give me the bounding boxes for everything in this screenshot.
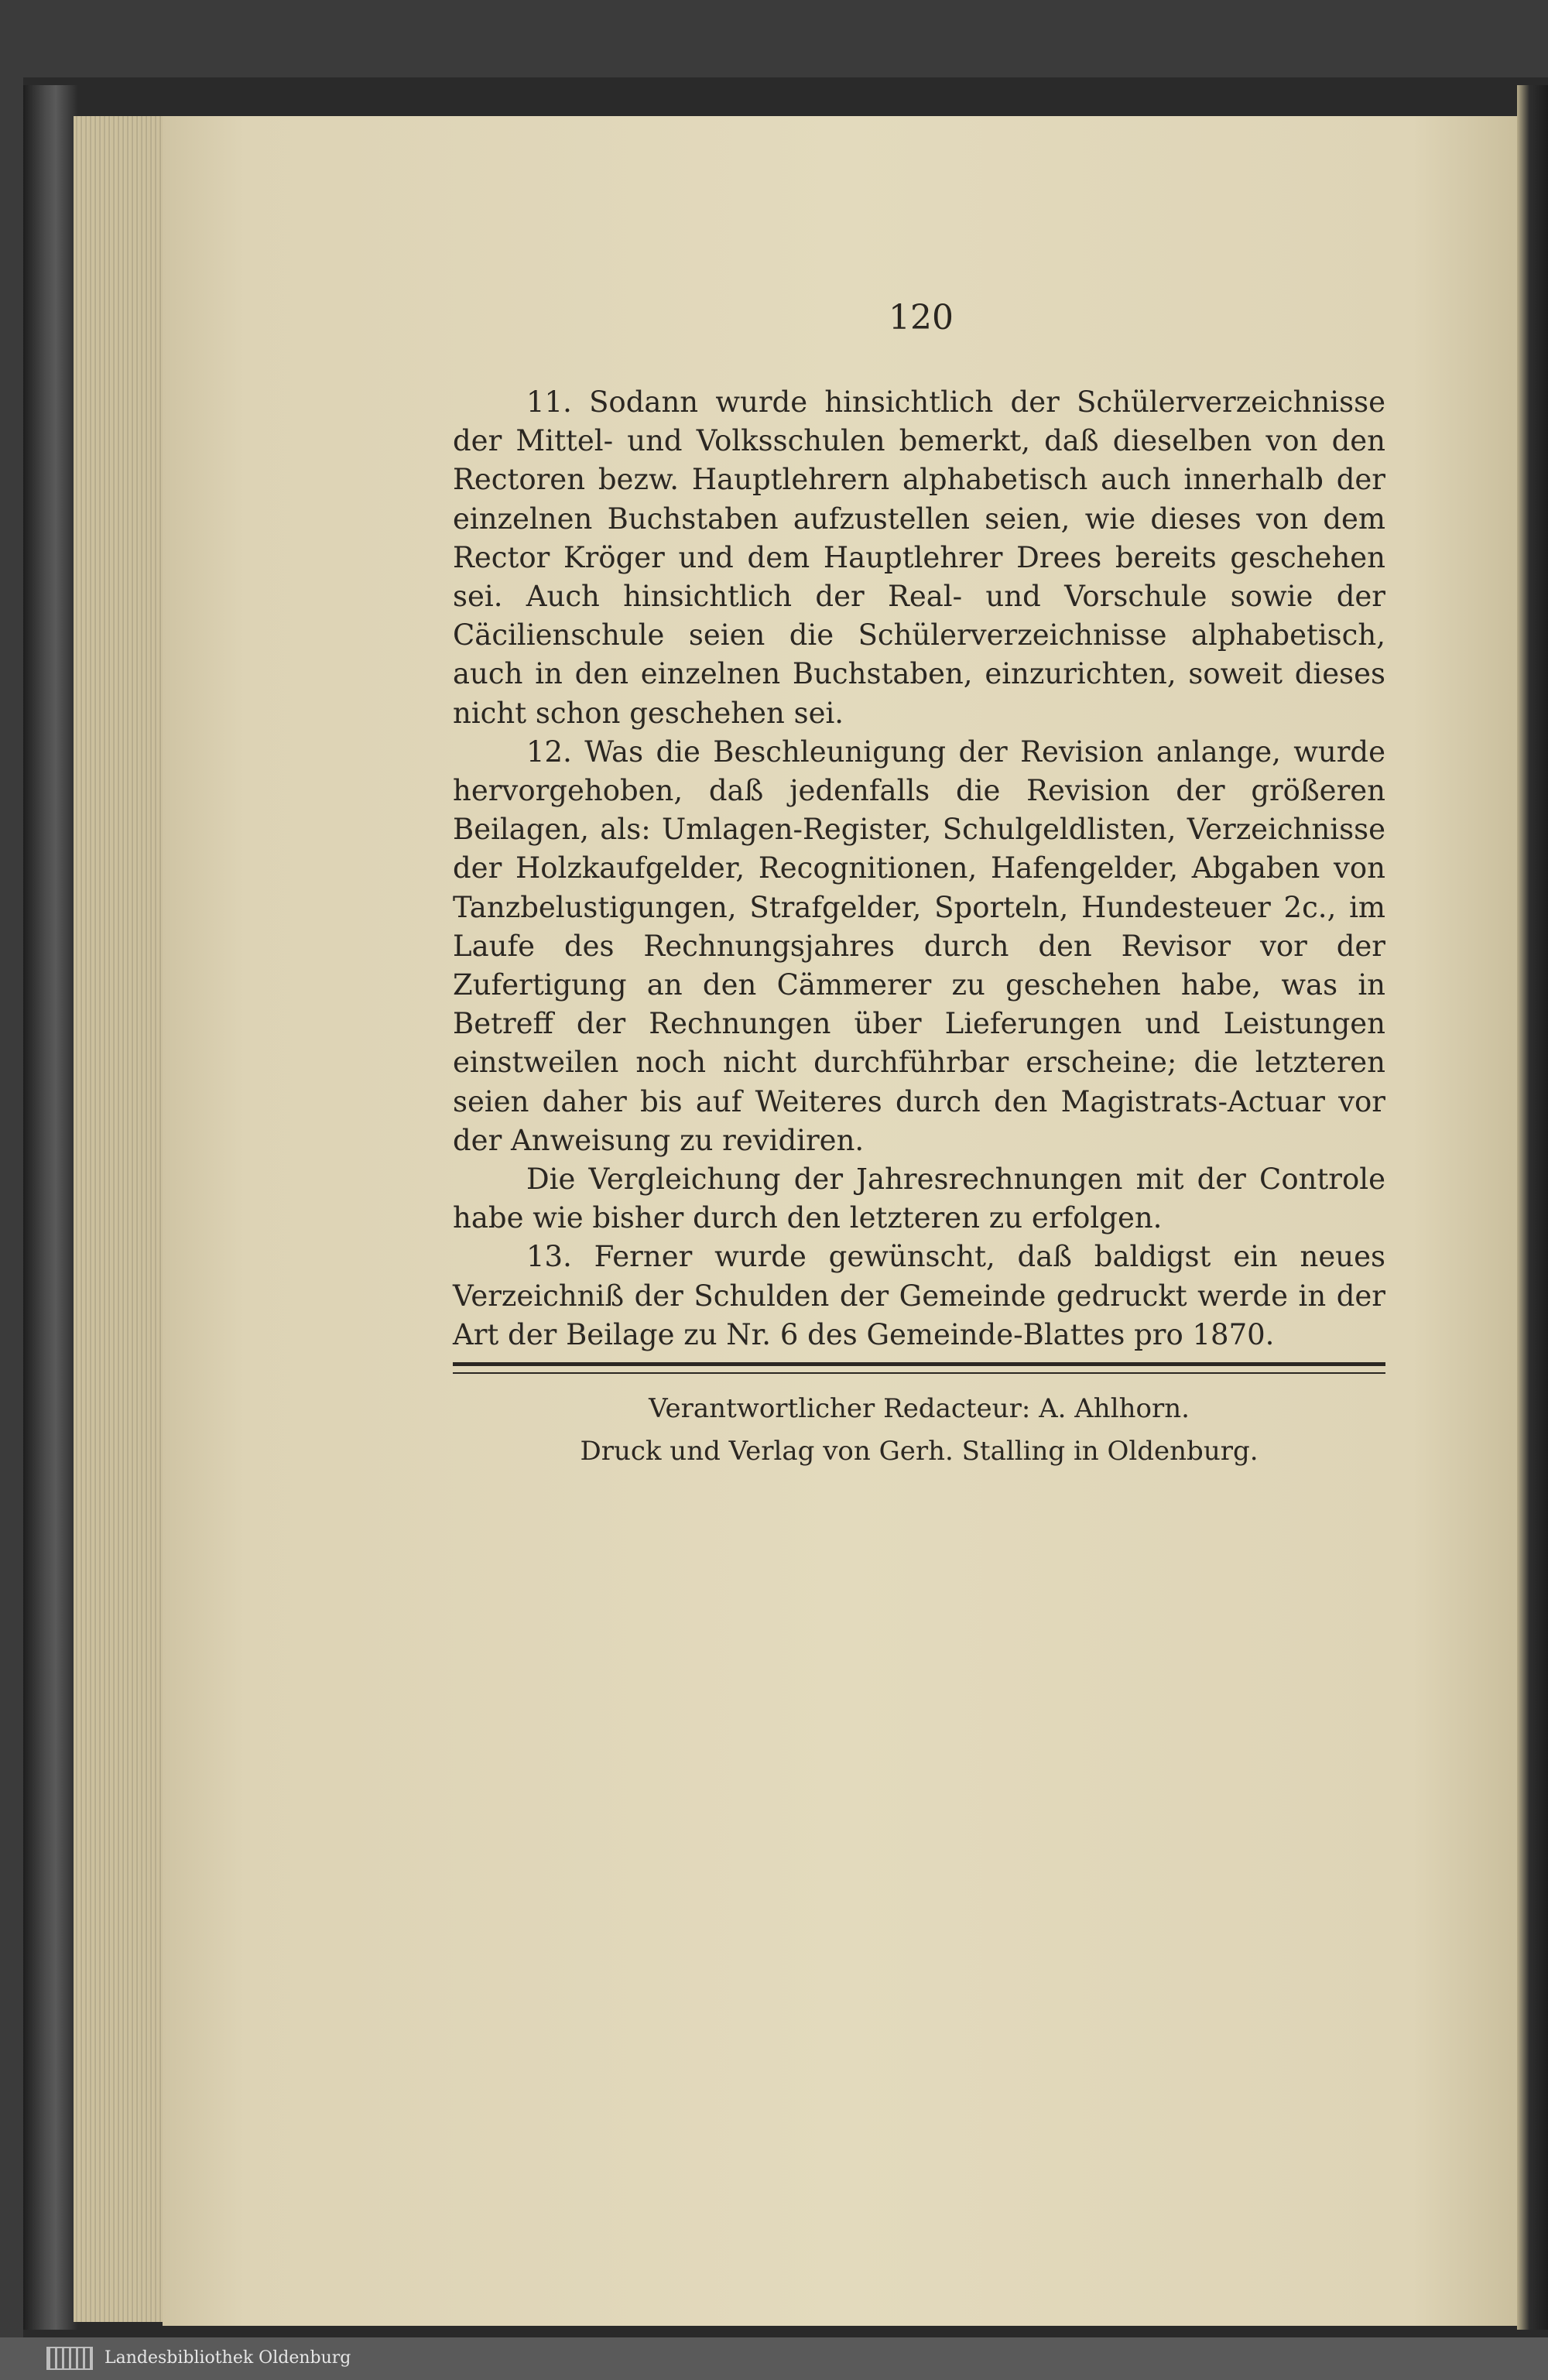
library-name: Landesbibliothek Oldenburg [104, 2348, 351, 2368]
page-number: 120 [889, 298, 954, 337]
paragraph-vergleichung: Die Vergleichung der Jahresrechnungen mit der Controle habe wie bisher durch den letzteren zu erfolgen. [453, 1163, 1385, 1235]
book-cover-left [23, 85, 77, 2330]
paragraph-12: 12. Was die Beschleunigung der Revision anlange, wurde hervorgehoben, daß jedenfalls die Revision der größeren Beilagen, als: Umlagen-Register, Schulgeldlisten, Verzeichnisse der Holzkaufgelder, Recognitionen, Hafengelder, Abgaben von Tanzbelustigungen, Strafgelder, Sporteln, Hundesteuer 2c., im Laufe des Rechnungsjahres durch den Revisor vor der Zufertigung an den Cämmerer zu geschehen habe, was in Betreff der Rechnungen über Lieferungen und Leistungen einstweilen noch nicht durchführbar erscheine; die letzteren seien daher bis auf Weiteres durch den Magistrats-Actuar vor der Anweisung zu revidiren. [453, 735, 1385, 1157]
library-building-icon [46, 2347, 93, 2370]
page-edges [74, 116, 168, 2322]
paragraph-11: 11. Sodann wurde hinsichtlich der Schülerverzeichnisse der Mittel- und Volksschulen bemerkt, daß dieselben von den Rectoren bezw. Hauptlehrern alphabetisch auch innerhalb der einzelnen Buchstaben aufzustellen seien, wie dieses von dem Rector Kröger und dem Hauptlehrer Drees bereits geschehen sei. Auch hinsichtlich der Real- und Vorschule sowie der Cäcilienschule seien die Schülerverzeichnisse alphabetisch, auch in den einzelnen Buchstaben, einzurichten, soweit dieses nicht schon geschehen sei. [453, 385, 1385, 730]
paragraph-13: 13. Ferner wurde gewünscht, daß baldigst ein neues Verzeichniß der Schulden der Gemeinde gedruckt werde in der Art der Beilage zu Nr. 6 des Gemeinde-Blattes pro 1870. [453, 1240, 1385, 1351]
double-rule-thin [453, 1372, 1385, 1374]
imprint-publisher: Druck und Verlag von Gerh. Stalling in Oldenburg. [580, 1436, 1259, 1467]
imprint-editor: Verantwortlicher Redacteur: A. Ahlhorn. [649, 1393, 1190, 1424]
book-cover-right [1517, 85, 1548, 2330]
double-rule-thick [453, 1362, 1385, 1366]
page-body [453, 383, 1385, 1354]
viewer-footer [0, 2337, 1548, 2380]
